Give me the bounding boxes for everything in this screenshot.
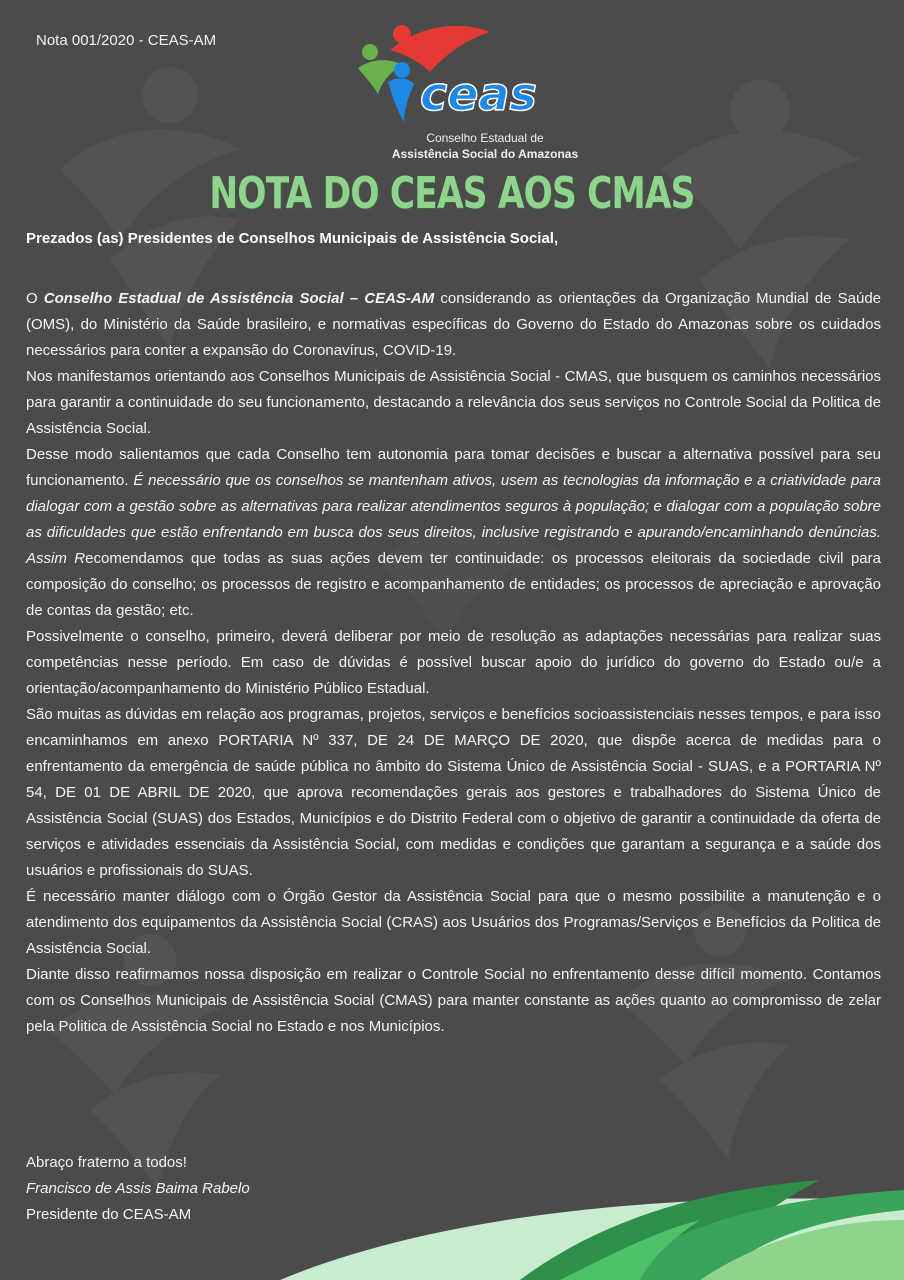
p3-end: ecomendamos que todas as suas ações devem ter continuidade: os processos eleitorais da sociedade civil para composição do conselho; os processos de registro e acompanhamento de entidades; os processos de apreciação e aprovação de contas da gestão; etc.: [26, 550, 881, 619]
org-name-line2: Assistência Social do Amazonas: [391, 147, 579, 161]
closing-line: Abraço fraterno a todos!: [26, 1154, 187, 1171]
letter-body: [26, 286, 881, 1040]
signer-name: Francisco de Assis Baima Rabelo: [26, 1180, 250, 1197]
org-name-line1: Conselho Estadual de: [426, 131, 544, 145]
logo-wordmark: ceas: [420, 67, 537, 121]
organization-name: [360, 130, 610, 162]
headline: NOTA DO CEAS AOS CMAS: [209, 168, 695, 219]
paragraph-6: É necessário manter diálogo com o Órgão Gestor da Assistência Social para que o mesmo possibilite a manutenção e o atendimento dos equipamentos da Assistência Social (CRAS) aos Usuários dos Programas/Serviços e Benefícios da Politica de Assistência Social.: [26, 888, 881, 957]
paragraph-3: [26, 442, 881, 624]
paragraph-5: São muitas as dúvidas em relação aos programas, projetos, serviços e benefícios socioassistenciais nesses tempos, e para isso encaminhamos em anexo PORTARIA Nº 337, DE 24 DE MARÇO DE 2020, que dispõe acerca de medidas para o enfrentamento da emergência de saúde pública no âmbito do Sistema Único de Assistência Social - SUAS, e a PORTARIA Nº 54, DE 01 DE ABRIL DE 2020, que aprova recomendações gerais aos gestores e trabalhadores do Sistema Único de Assistência Social (SUAS) dos Estados, Municípios e do Distrito Federal com o objetivo de garantir a continuidade da oferta de serviços e atividades essenciais da Assistência Social, com medidas e condições que garantam a segurança e a saúde dos usuários e profissionais do SUAS.: [26, 706, 881, 879]
p1-rest: considerando as orientações da Organização Mundial de Saúde (OMS), do Ministério da Saúde brasileiro, e normativas específicas do Governo do Estado do Amazonas sobre os cuidados necessários para conter a expansão do Coronavírus, COVID-19.: [26, 290, 882, 359]
ceas-logo: [350, 10, 570, 140]
bottom-wave-decoration: [0, 1170, 904, 1280]
p3-italic: É necessário que os conselhos se mantenham ativos, usem as tecnologias da informação e a criatividade para dialogar com a gestão sobre as alternativas para realizar atendimentos seguros à população; e dialogar com a população sobre as dificuldades que estão enfrentando em busca dos seus direitos, inclusive registrando e apurando/encaminhando denúncias. Assim R: [26, 472, 881, 567]
p1-lead: O: [26, 290, 44, 307]
note-number: Nota 001/2020 - CEAS-AM: [36, 32, 217, 49]
paragraph-7: Diante disso reafirmamos nossa disposição em realizar o Controle Social no enfrentamento desse difícil momento. Contamos com os Conselhos Municipais de Assistência Social (CMAS) para manter constante as ações quanto ao compromisso de zelar pela Politica de Assistência Social no Estado e nos Municípios.: [26, 966, 881, 1035]
signer-title: Presidente do CEAS-AM: [26, 1206, 192, 1223]
p1-organization: Conselho Estadual de Assistência Social – CEAS-AM: [43, 290, 435, 307]
paragraph-4: Possivelmente o conselho, primeiro, deverá deliberar por meio de resolução as adaptações necessárias para realizar suas competências nesse período. Em caso de dúvidas é possível buscar apoio do jurídico do governo do Estado ou/e a orientação/acompanhamento do Ministério Público Estadual.: [26, 628, 881, 697]
paragraph-1: [26, 286, 881, 364]
p3-start: Desse modo salientamos que cada Conselho tem autonomia para tomar decisões e buscar a alternativa possível para seu funcionamento.: [26, 446, 881, 489]
paragraph-2: Nos manifestamos orientando aos Conselhos Municipais de Assistência Social - CMAS, que busquem os caminhos necessários para garantir a continuidade do seu funcionamento, destacando a relevância dos seus serviços no Controle Social da Politica de Assistência Social.: [26, 368, 881, 437]
salutation: Prezados (as) Presidentes de Conselhos Municipais de Assistência Social,: [26, 230, 559, 247]
